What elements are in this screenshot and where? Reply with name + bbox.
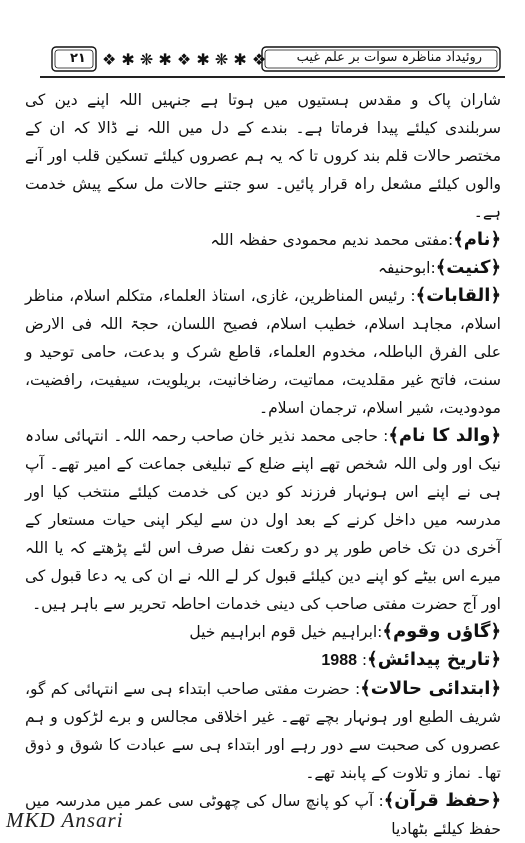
kunyat-value: :ابوحنیفہ xyxy=(377,259,436,277)
father-name-label: والد کا نام xyxy=(398,425,491,446)
ornament-open: ﴿ xyxy=(490,257,501,278)
name-value: :مفتی محمد ندیم محمودی حفظہ اللہ xyxy=(210,231,454,249)
alqabat-label: القابات xyxy=(426,285,491,306)
svg-text:❖ ✱ ❋ ✱ ❖ ✱ ❋ ✱ ❖: ❖ ✱ ❋ ✱ ❖ ✱ ❋ ✱ ❖ xyxy=(102,50,267,69)
hifz-label: حفظ قرآن xyxy=(394,790,491,811)
birth-date-value: 1988 xyxy=(321,652,357,669)
birth-date-label: تاریخ پیدائش xyxy=(377,649,491,670)
ornament-close: ﴾ xyxy=(382,621,393,642)
village-tribe-entry xyxy=(25,618,501,646)
ornament-close: ﴾ xyxy=(388,425,399,446)
ornament-close: ﴾ xyxy=(415,285,427,306)
intro-paragraph: شاران پاک و مقدس ہستیوں میں ہوتا ہے جنہیں اللہ اپنے دین کی سربلندی کیلئے پیدا فرماتا ہے۔ بندے کے دل میں اللہ نے ڈالا کہ ان کے مختصر حالات قلم بند کروں تا کہ یہ ہم عصروں کیلئے تسکین قلب اور آنے والوں کیلئے مشعل راہ قرار پائیں۔ سو جتنے حالات مل سکے پیش خدمت ہے۔ xyxy=(25,91,501,221)
name-entry xyxy=(25,226,501,254)
early-life-value: : حضرت مفتی صاحب ابتداء ہی سے انتہائی کم گو، شریف الطبع اور ہونہار بچے تھے۔ غیر اخلاقی مجالس و برے لڑکوں و ہم عصروں کی صحبت سے دور رہے اور ابتداء ہی سے عبادت کا شوق و ذوق تھا۔ نماز و تلاوت کے پابند تھے۔ xyxy=(25,680,501,782)
ornament-close: ﴾ xyxy=(453,229,464,250)
kunyat-entry xyxy=(25,254,501,282)
village-tribe-label: گاؤں وقوم xyxy=(392,621,491,642)
ornament-close: ﴾ xyxy=(383,790,395,811)
father-name-entry xyxy=(25,422,501,618)
father-name-value: : حاجی محمد نذیر خان صاحب رحمہ اللہ۔ انتہائی سادہ نیک اور ولی اللہ شخص تھے اپنے ضلع کے تبلیغی جماعت کے امیر تھے۔ آپ ہی نے اپنے اس ہونہار فرزند کو دین کی خدمت کیلئے منتخب کیا اور مدرسہ میں داخل کرنے کے بعد اول دن سے لیکر اپنی حیات مستعار کے آخری دن تک خاص طور پر دو رکعت نفل صرف اس لئے پڑھتے کہ یا اللہ میرے اس بیٹے کو اپنے دین کیلئے قبول کر لے اللہ نے ان کی یہ دعا قبول کی اور آج حضرت مفتی صاحب کی دینی خدمات احاطہ تحریر سے باہر ہیں۔ xyxy=(25,427,501,613)
village-tribe-value: :ابراہیم خیل قوم ابراہیم خیل xyxy=(189,623,383,641)
running-header-title: روئیداد مناظرہ سوات بر علم غیب xyxy=(296,50,482,65)
birth-date-entry: ﴿تاریخ پیدائش﴾: 1988 xyxy=(321,649,501,670)
hifz-value: : آپ کو پانچ سال کی چھوٹی سی عمر میں مدرسہ میں حفظ کیلئے بٹھادیا xyxy=(25,792,501,838)
ornament-open: ﴿ xyxy=(490,229,501,250)
ornament-close: ﴾ xyxy=(367,649,378,670)
ornament-close: ﴾ xyxy=(435,257,447,278)
body-text xyxy=(25,86,501,843)
alqabat-value: : رئیس المناظرین، غازی، استاذ العلماء، متکلم اسلام، مناظر اسلام، مجاہد اسلام، خطیب اسلام، فصیح اللسان، حجۃ اللہ فی الارض علی الفرق الباطلہ، مخدوم العلماء، قاطع شرک و بدعت، حامی توحید و سنت، فاتح غیر مقلدیت، مماتیت، رضاخانیت، بریلویت، سیفیت، رافضیت، مودودیت، شیر اسلام، ترجمان اسلام۔ xyxy=(25,287,501,417)
header-rule xyxy=(40,76,505,78)
ornament-open: ﴿ xyxy=(490,285,501,306)
ornament-open: ﴿ xyxy=(490,649,501,670)
ornament-open: ﴿ xyxy=(490,790,501,811)
early-life-entry xyxy=(25,675,501,787)
handwritten-signature: MKD Ansari xyxy=(6,808,124,832)
kunyat-label: کنیت xyxy=(446,257,491,278)
ornament-open: ﴿ xyxy=(490,425,501,446)
ornament-close: ﴾ xyxy=(360,678,371,699)
ornament-open: ﴿ xyxy=(490,678,501,699)
early-life-label: ابتدائی حالات xyxy=(370,678,491,699)
name-label: نام xyxy=(463,229,491,250)
page-header xyxy=(22,44,502,78)
page-number: ۲۱ xyxy=(70,51,86,66)
alqabat-entry xyxy=(25,282,501,422)
ornament-open: ﴿ xyxy=(490,621,501,642)
